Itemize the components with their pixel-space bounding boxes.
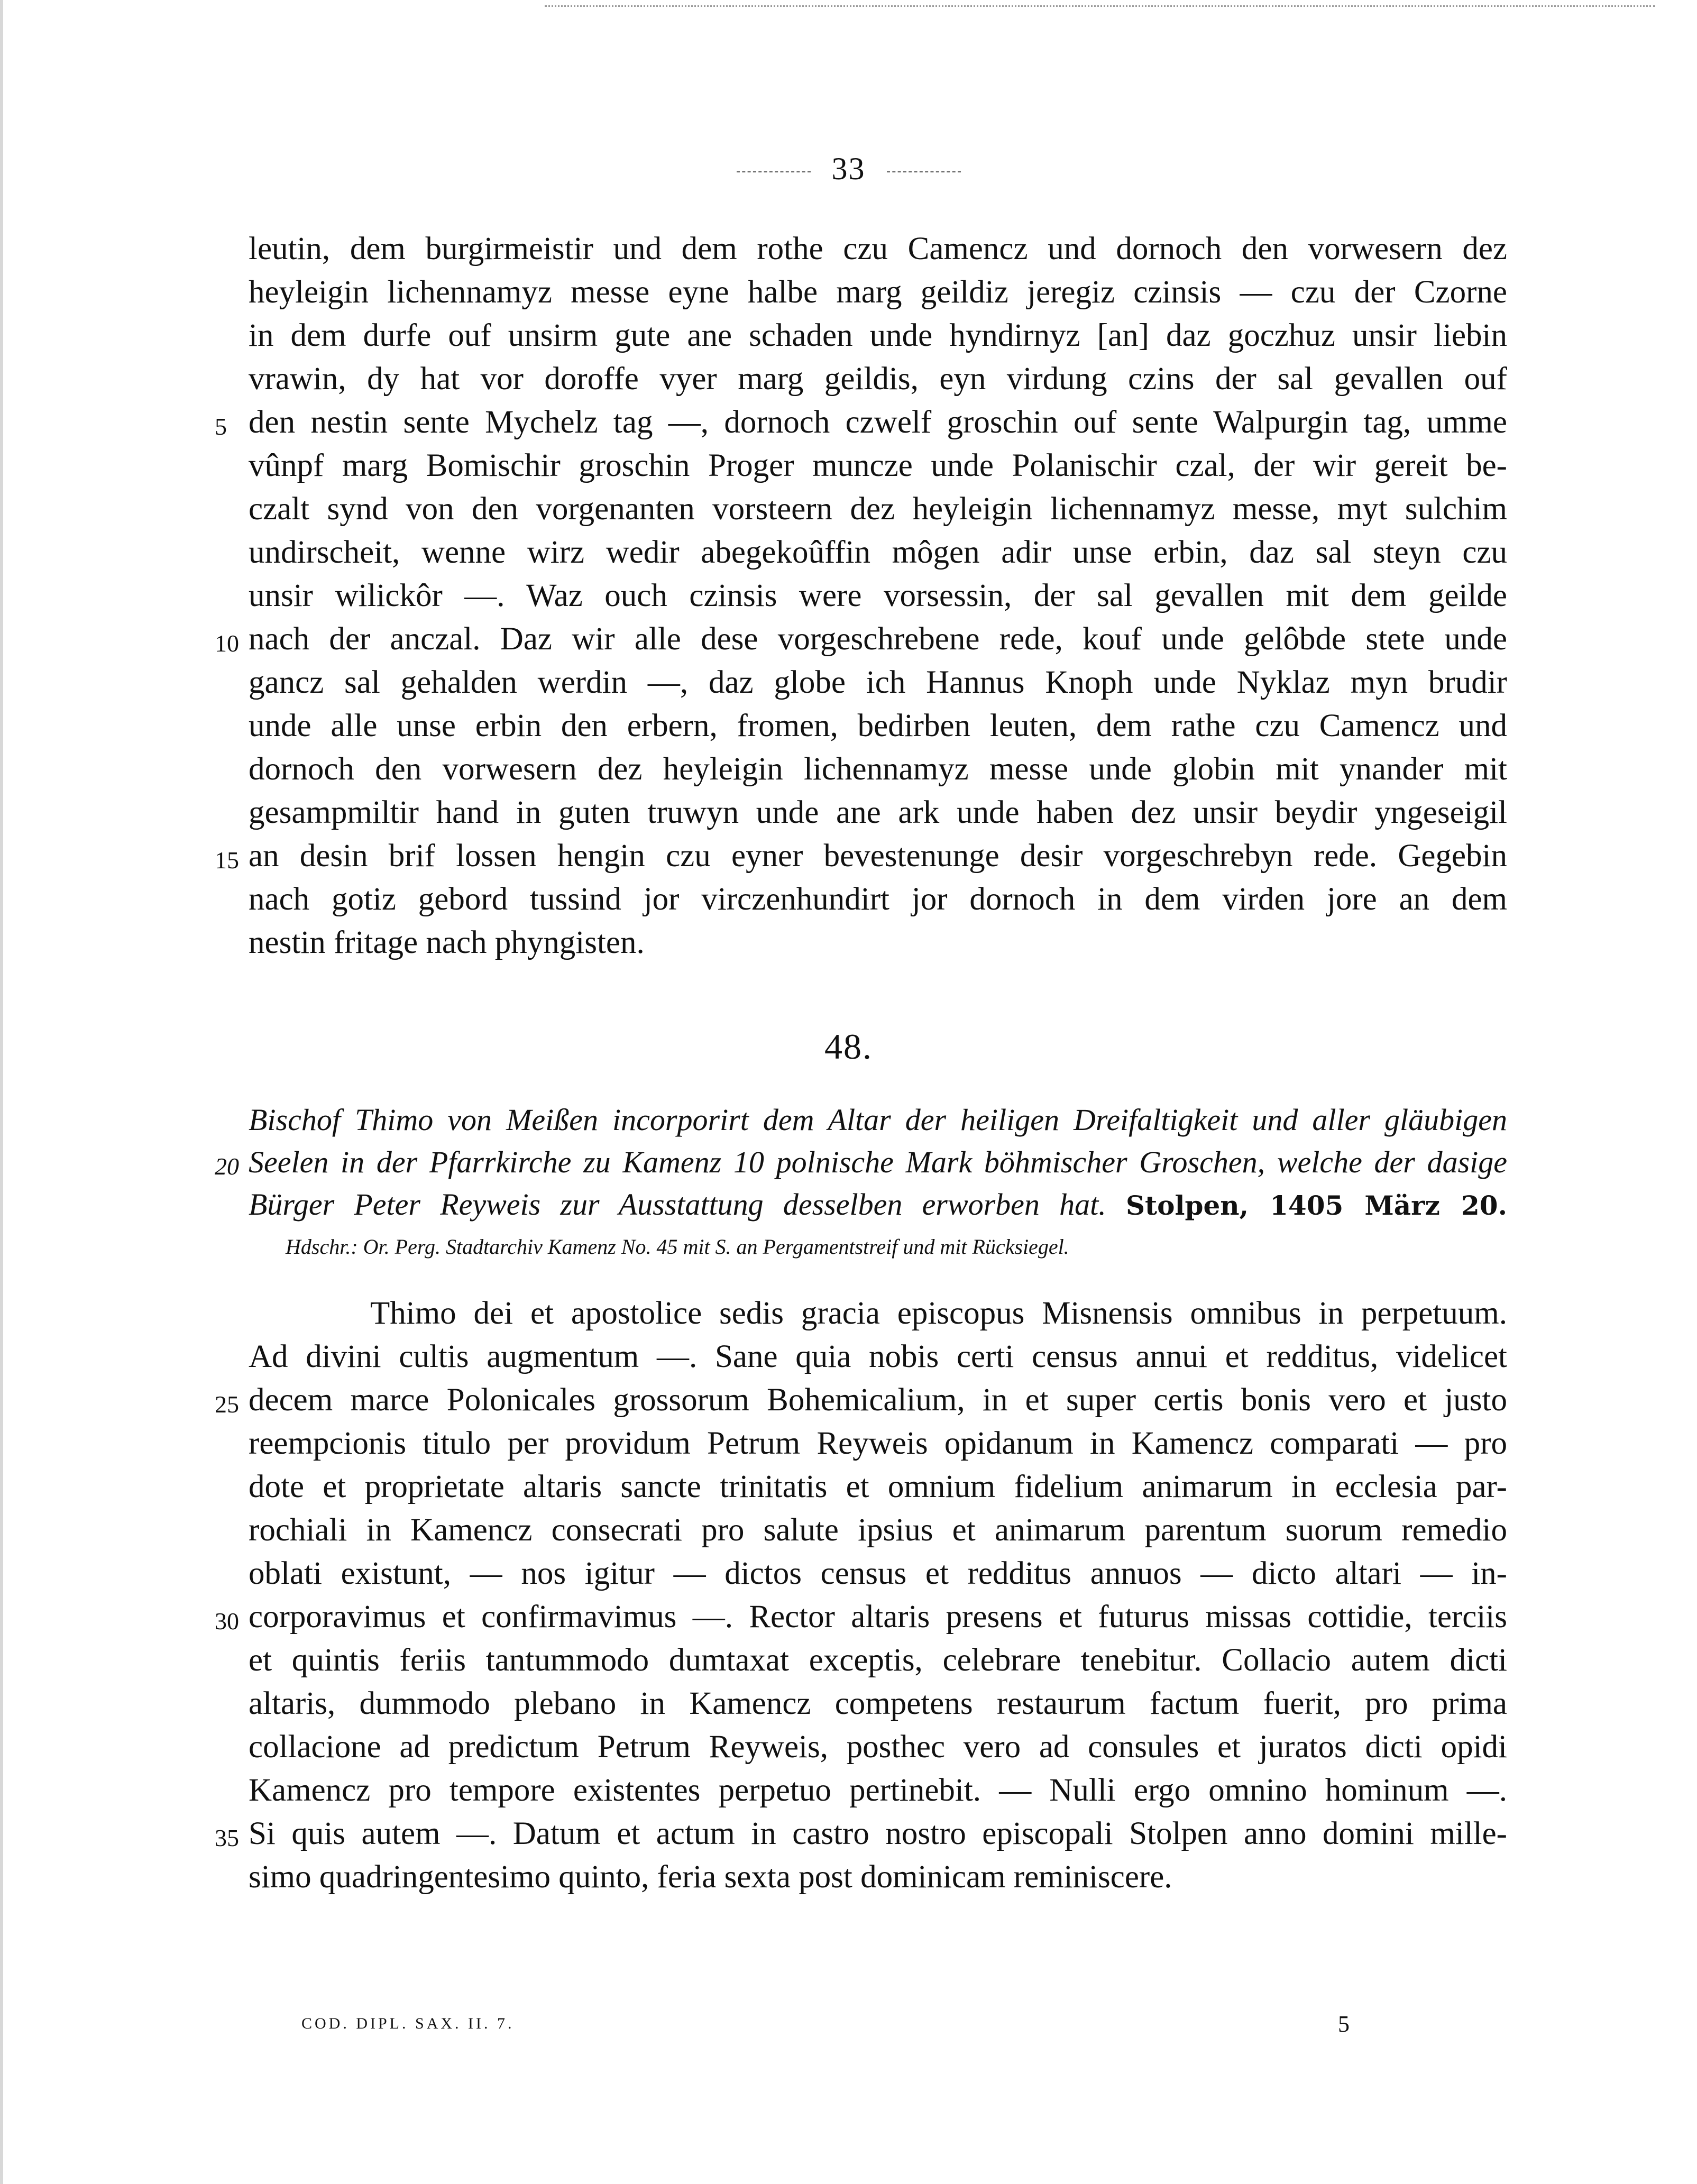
text-line: [249, 574, 1507, 618]
line-text: simo quadringentesimo quinto, feria sexta post dominicam reminiscere.: [249, 1859, 1172, 1895]
continued-text-block: [215, 227, 1507, 965]
line-text: Bischof Thimo von Meißen incorporirt dem Altar der heiligen Dreifaltigkeit und aller gläubigen: [249, 1103, 1507, 1137]
line-text: czalt synd von den vorgenanten vorsteern dez heyleigin lichennamyz messe, myt sulchim: [249, 491, 1507, 527]
line-text: dote et proprietate altaris sancte trinitatis et omnium fidelium animarum in ecclesia par-: [249, 1469, 1507, 1504]
text-line: [249, 1099, 1507, 1141]
text-line: [215, 401, 1507, 444]
line-text: den nestin sente Mychelz tag —, dornoch czwelf groschin ouf sente Walpurgin tag, umme: [249, 405, 1507, 440]
line-text: rochiali in Kamencz consecrati pro salute ipsius et animarum parentum suorum remedio: [249, 1512, 1507, 1548]
document-text-block: [215, 1292, 1507, 1899]
line-text: an desin brif lossen hengin czu eyner bevestenunge desir vorgeschrebyn rede. Gegebin: [249, 838, 1507, 874]
line-text: nestin fritage nach phyngisten.: [249, 925, 645, 960]
line-text: Thimo dei et apostolice sedis gracia episcopus Misnensis omnibus in perpetuum.: [370, 1296, 1507, 1331]
line-text: dornoch den vorwesern dez heyleigin lichennamyz messe unde globin mit ynander mit: [249, 751, 1507, 787]
line-number: 20: [215, 1153, 239, 1180]
source-note: Hdschr.: Or. Perg. Stadtarchiv Kamenz No. 45 mit S. an Pergamentstreif und mit Rücksiegel.: [286, 1235, 1069, 1259]
text-line: [249, 1856, 1507, 1899]
line-text: leutin, dem burgirmeistir und dem rothe czu Camencz und dornoch den vorwesern dez: [249, 231, 1507, 267]
line-text: Bürger Peter Reyweis zur Ausstattung desselben erworben hat.: [249, 1187, 1106, 1222]
line-text: nach gotiz gebord tussind jor virczenhundirt jor dornoch in dem virden jore an dem: [249, 882, 1507, 917]
text-line: [249, 1726, 1507, 1769]
text-line: [249, 1769, 1507, 1812]
footer-signature: COD. DIPL. SAX. II. 7.: [301, 2015, 515, 2032]
text-line: [215, 618, 1507, 661]
line-text: gancz sal gehalden werdin —, daz globe ich Hannus Knoph unde Nyklaz myn brudir: [249, 665, 1507, 700]
text-line: [215, 1141, 1507, 1183]
line-number: 10: [215, 630, 239, 657]
line-text: altaris, dummodo plebano in Kamencz competens restaurum factum fuerit, pro prima: [249, 1686, 1507, 1721]
line-number: 25: [215, 1391, 239, 1418]
text-line: [215, 834, 1507, 878]
text-line: [249, 1335, 1507, 1379]
page-number-dash-right: [887, 171, 961, 172]
text-line: [215, 1595, 1507, 1639]
page-number-text: 33: [831, 151, 866, 186]
text-line: [249, 357, 1507, 401]
line-text: oblati existunt, — nos igitur — dictos census et redditus annuos — dicto altari — in-: [249, 1556, 1507, 1591]
text-line: [215, 1812, 1507, 1856]
text-line: [249, 1292, 1507, 1335]
page-number-dash-left: [737, 171, 811, 172]
line-number: 15: [215, 847, 239, 874]
text-line: [249, 748, 1507, 791]
line-text: et quintis feriis tantummodo dumtaxat exceptis, celebrare tenebitur. Collacio autem dicti: [249, 1642, 1507, 1678]
scan-top-rule: [545, 5, 1655, 7]
line-text: nach der anczal. Daz wir alle dese vorgeschrebene rede, kouf unde gelôbde stete unde: [249, 621, 1507, 657]
line-number: 5: [215, 413, 227, 440]
line-text: Si quis autem —. Datum et actum in castro nostro episcopali Stolpen anno domini mille-: [249, 1816, 1507, 1851]
text-line: [249, 921, 1507, 965]
scan-edge: [0, 0, 3, 2184]
line-text: vrawin, dy hat vor doroffe vyer marg geildis, eyn virdung czins der sal gevallen ouf: [249, 361, 1507, 397]
text-line: [249, 704, 1507, 748]
line-text: in dem durfe ouf unsirm gute ane schaden unde hyndirnyz [an] daz goczhuz unsir liebin: [249, 318, 1507, 353]
line-text: heyleigin lichennamyz messe eyne halbe marg geildiz jeregiz czinsis — czu der Czorne: [249, 274, 1507, 310]
text-line: [249, 488, 1507, 531]
line-text: vûnpf marg Bomischir groschin Proger muncze unde Polanischir czal, der wir gereit be-: [249, 448, 1507, 483]
text-line: [249, 1183, 1507, 1227]
line-text: collacione ad predictum Petrum Reyweis, posthec vero ad consules et juratos dicti opidi: [249, 1729, 1507, 1765]
text-line: [249, 314, 1507, 357]
regest-block: [215, 1099, 1508, 1227]
line-text: Kamencz pro tempore existentes perpetuo pertinebit. — Nulli ergo omnino hominum —.: [249, 1773, 1507, 1808]
line-text: Ad divini cultis augmentum —. Sane quia nobis certi census annui et redditus, videlicet: [249, 1339, 1507, 1374]
text-line: [249, 271, 1507, 314]
text-line: [249, 661, 1507, 704]
document-number: 48.: [824, 1026, 873, 1067]
line-number: 35: [215, 1824, 239, 1851]
page-number: [0, 151, 1697, 187]
text-line: [249, 444, 1507, 488]
text-line: [215, 1379, 1507, 1422]
text-line: [249, 1509, 1507, 1552]
text-line: [249, 1682, 1507, 1726]
line-text: decem marce Polonicales grossorum Bohemicalium, in et super certis bonis vero et justo: [249, 1382, 1507, 1418]
text-line: [249, 878, 1507, 921]
line-text: gesampmiltir hand in guten truwyn unde ane ark unde haben dez unsir beydir yngeseigil: [249, 795, 1507, 830]
text-line: [249, 1465, 1507, 1509]
line-text: reempcionis titulo per providum Petrum Reyweis opidanum in Kamencz comparati — pro: [249, 1426, 1507, 1461]
text-line: [249, 791, 1507, 834]
text-line: [249, 1422, 1507, 1465]
text-line: [249, 227, 1507, 271]
line-number: 30: [215, 1608, 239, 1635]
line-text: undirscheit, wenne wirz wedir abegekoûffin môgen adir unse erbin, daz sal steyn czu: [249, 535, 1507, 570]
place-date: Stolpen, 1405 März 20.: [1125, 1190, 1508, 1221]
line-text: corporavimus et confirmavimus —. Rector altaris presens et futurus missas cottidie, terciis: [249, 1599, 1507, 1635]
text-line: [249, 1639, 1507, 1682]
line-text: Seelen in der Pfarrkirche zu Kamenz 10 polnische Mark böhmischer Groschen, welche der dasige: [249, 1145, 1507, 1179]
text-line: [249, 1552, 1507, 1595]
line-text: unsir wilickôr —. Waz ouch czinsis were vorsessin, der sal gevallen mit dem geilde: [249, 578, 1507, 613]
line-text: unde alle unse erbin den erbern, fromen, bedirben leuten, dem rathe czu Camencz und: [249, 708, 1507, 744]
text-line: [249, 531, 1507, 574]
footer-sheet-number: 5: [1338, 2011, 1350, 2037]
